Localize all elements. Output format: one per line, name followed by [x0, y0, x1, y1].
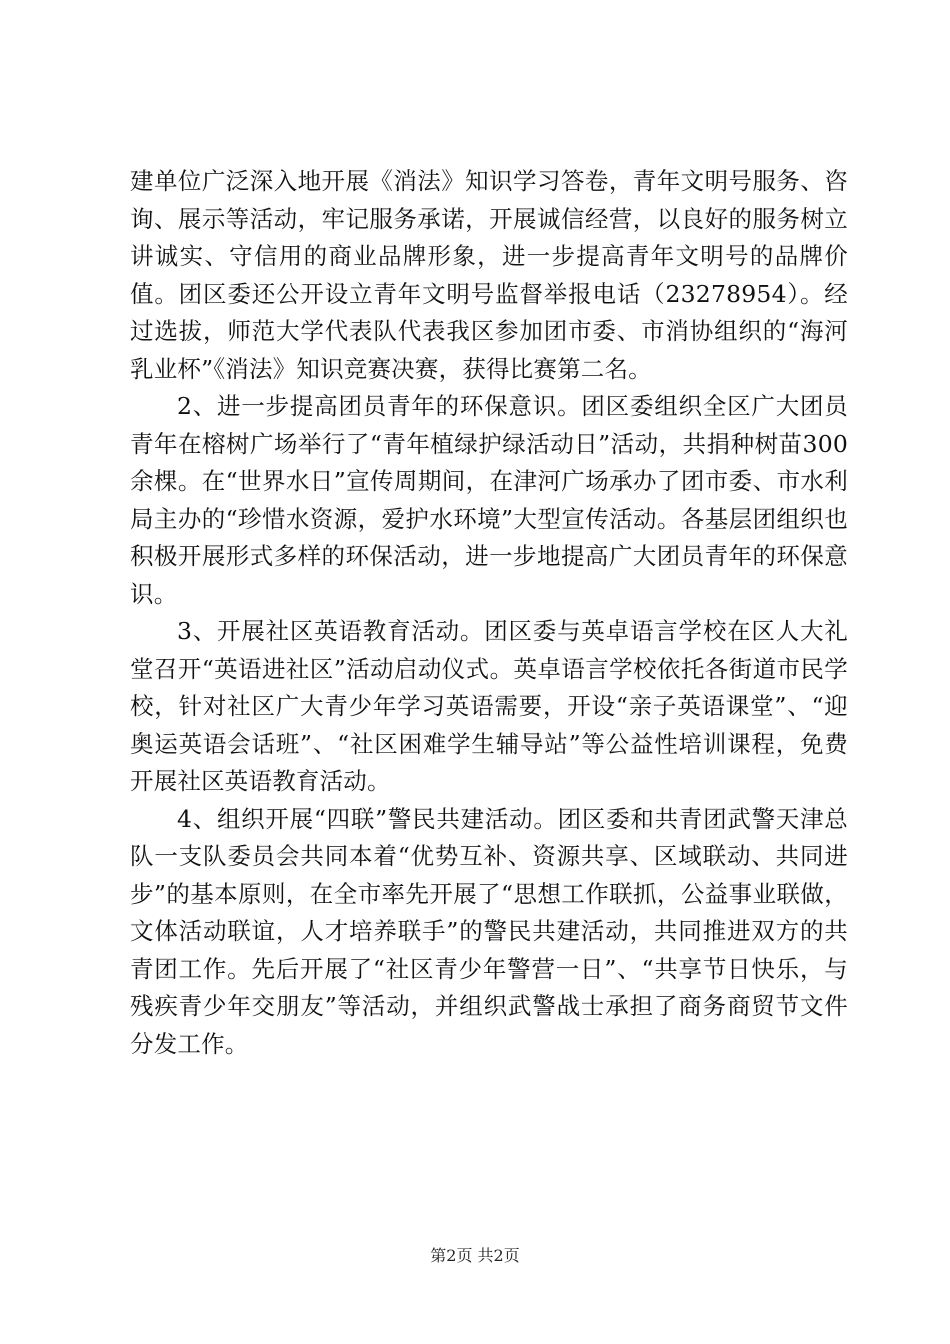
page-number-footer: 第2页 共2页: [430, 1246, 520, 1265]
paragraph-environment: 2、进一步提高团员青年的环保意识。团区委组织全区广大团员青年在榕树广场举行了“青年植绿护绿活动日”活动，共捐种树苗300余棵。在“世界水日”宣传周期间，在津河广场承办了团市委、市水利局主办的“珍惜水资源，爱护水环境”大型宣传活动。各基层团组织也积极开展形式多样的环保活动，进一步地提高广大团员青年的环保意识。: [130, 392, 848, 608]
paragraph-english-education: 3、开展社区英语教育活动。团区委与英卓语言学校在区人大礼堂召开“英语进社区”活动启动仪式。英卓语言学校依托各街道市民学校，针对社区广大青少年学习英语需要，开设“亲子英语课堂”、“迎奥运英语会话班”、“社区困难学生辅导站”等公益性培训课程，免费开展社区英语教育活动。: [130, 617, 848, 795]
paragraph-police-civilian: 4、组织开展“四联”警民共建活动。团区委和共青团武警天津总队一支队委员会共同本着“优势互补、资源共享、区域联动、共同进步”的基本原则，在全市率先开展了“思想工作联抓，公益事业联做，文体活动联谊，人才培养联手”的警民共建活动，共同推进双方的共青团工作。先后开展了“社区青少年警营一日”、“共享节日快乐，与残疾青少年交朋友”等活动，并组织武警战士承担了商务商贸节文件分发工作。: [130, 804, 848, 1058]
document-body: [130, 163, 848, 1063]
paragraph-continuation: 建单位广泛深入地开展《消法》知识学习答卷，青年文明号服务、咨询、展示等活动，牢记服务承诺，开展诚信经营，以良好的服务树立讲诚实、守信用的商业品牌形象，进一步提高青年文明号的品牌价值。团区委还公开设立青年文明号监督举报电话（23278954）。经过选拔，师范大学代表队代表我区参加团市委、市消协组织的“海河乳业杯”《消法》知识竞赛决赛，获得比赛第二名。: [130, 167, 848, 383]
